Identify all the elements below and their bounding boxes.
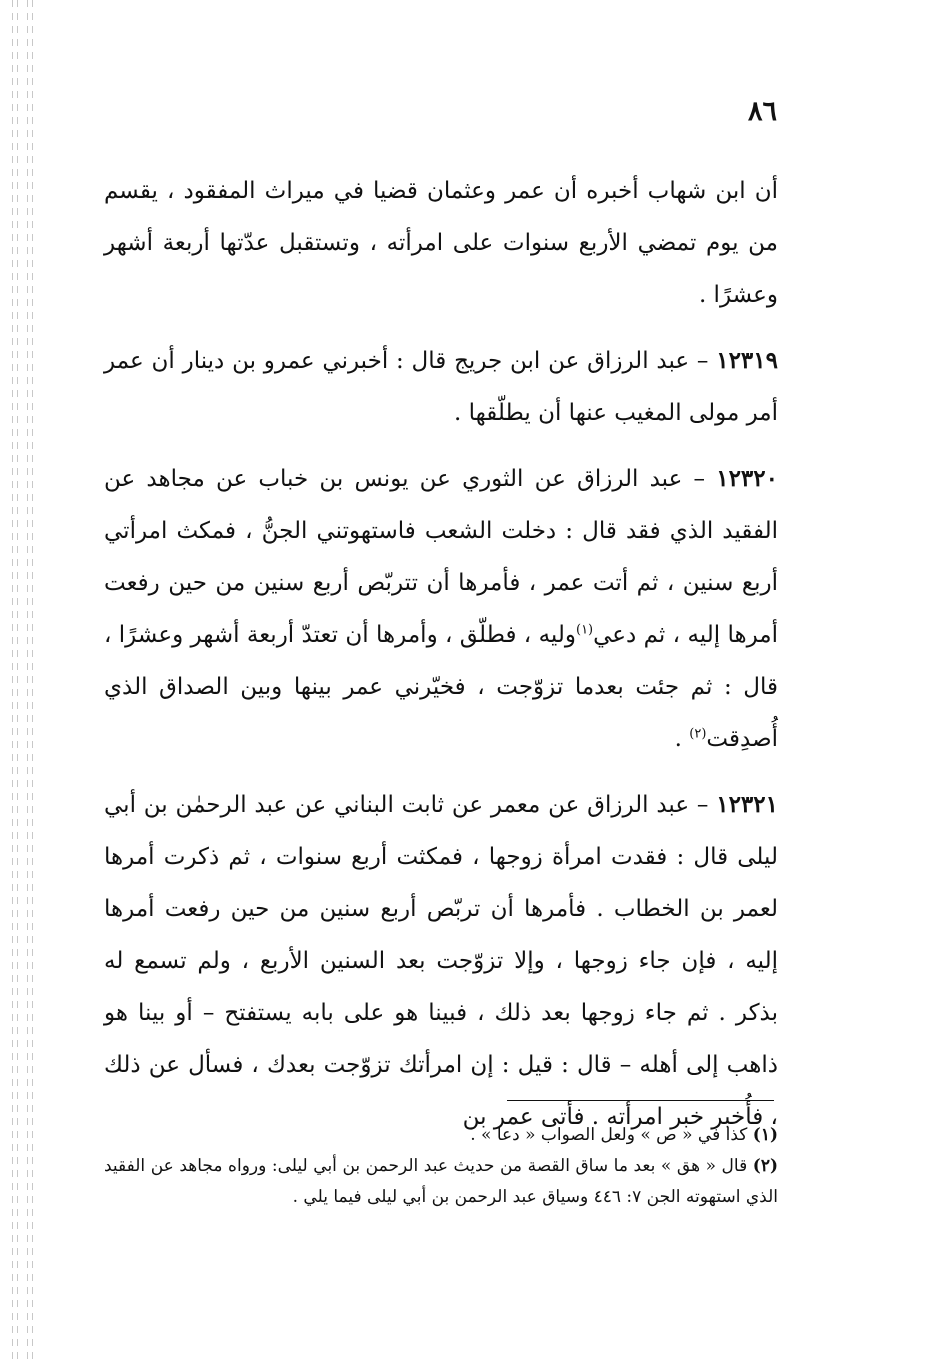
paragraph-text: . <box>674 726 690 752</box>
paragraph-12320 <box>104 453 778 765</box>
entry-number: ١٢٣٢١ <box>716 791 778 818</box>
paragraph-12321 <box>104 779 778 1143</box>
footnotes <box>104 1120 778 1213</box>
paragraph-text: وليه ، فطلّق ، وأمرها أن تعتدّ أربعة أشهر وعشرًا ، قال : ثم جئت بعدما تزوّجت ، فخيّرني عمر بينها وبين الصداق الذي أُصدِقت <box>104 622 778 752</box>
footnote-text: كذا في « ص » ولعل الصواب « دعا » . <box>470 1125 753 1145</box>
footnote-text: قال « هق » بعد ما ساق القصة من حديث عبد الرحمن بن أبي ليلى: ورواه مجاهد عن الفقيد الذي استهوته الجن ٧: ٤٤٦ وسياق عبد الرحمن بن أبي ليلى فيما يلي . <box>104 1156 778 1207</box>
paragraph-text: – عبد الرزاق عن الثوري عن يونس بن خباب عن مجاهد عن الفقيد الذي فقد قال : دخلت الشعب فاستهوتني الجنُّ ، فمكث امرأتي أربع سنين ، ثم أتت عمر ، فأمرها أن تتربّص أربع سنين من حين رفعت أمرها إليه ، ثم دعي <box>104 466 779 648</box>
footnote-divider <box>507 1100 774 1101</box>
footnote-ref[interactable]: (٢) <box>689 726 707 742</box>
entry-number: ١٢٣١٩ <box>716 347 778 374</box>
paragraph-text: – عبد الرزاق عن معمر عن ثابت البناني عن عبد الرحمٰن بن أبي ليلى قال : فقدت امرأة زوجها ، فمكثت أربع سنوات ، ثم ذكرت أمرها لعمر بن الخطاب . فأمرها أن تربّص أربع سنين من حين رفعت أمرها إليه ، فإن جاء زوجها ، وإلا تزوّجت بعد السنين الأربع ، ولم تسمع له بذكر . ثم جاء زوجها بعد ذلك ، فبينا هو على بابه يستفتح – أو بينا هو ذاهب إلى أهله – قال : قيل : إن امرأتك تزوّجت بعدك ، فسأل عن ذلك ، فأُخبر خبر امرأته . فأتى عمر بن <box>104 792 778 1130</box>
footnote-ref[interactable]: (١) <box>575 622 594 638</box>
footnote-number: (٢) <box>752 1156 778 1176</box>
paragraph-text: – عبد الرزاق عن ابن جريج قال : أخبرني عمرو بن دينار أن عمر أمر مولى المغيب عنها أن يطلّقها . <box>104 348 778 426</box>
footnote <box>104 1120 778 1151</box>
footnote <box>104 1151 778 1213</box>
main-text <box>104 165 778 1143</box>
page-number: ٨٦ <box>747 96 777 127</box>
footnote-number: (١) <box>752 1125 778 1145</box>
paragraph-continuation <box>104 165 778 321</box>
entry-number: ١٢٣٢٠ <box>716 465 778 492</box>
paragraph-12319 <box>104 335 778 439</box>
paragraph-text: أن ابن شهاب أخبره أن عمر وعثمان قضيا في ميراث المفقود ، يقسم من يوم تمضي الأربع سنوات على امرأته ، وتستقبل عدّتها أربعة أشهر وعشرًا . <box>104 178 778 308</box>
